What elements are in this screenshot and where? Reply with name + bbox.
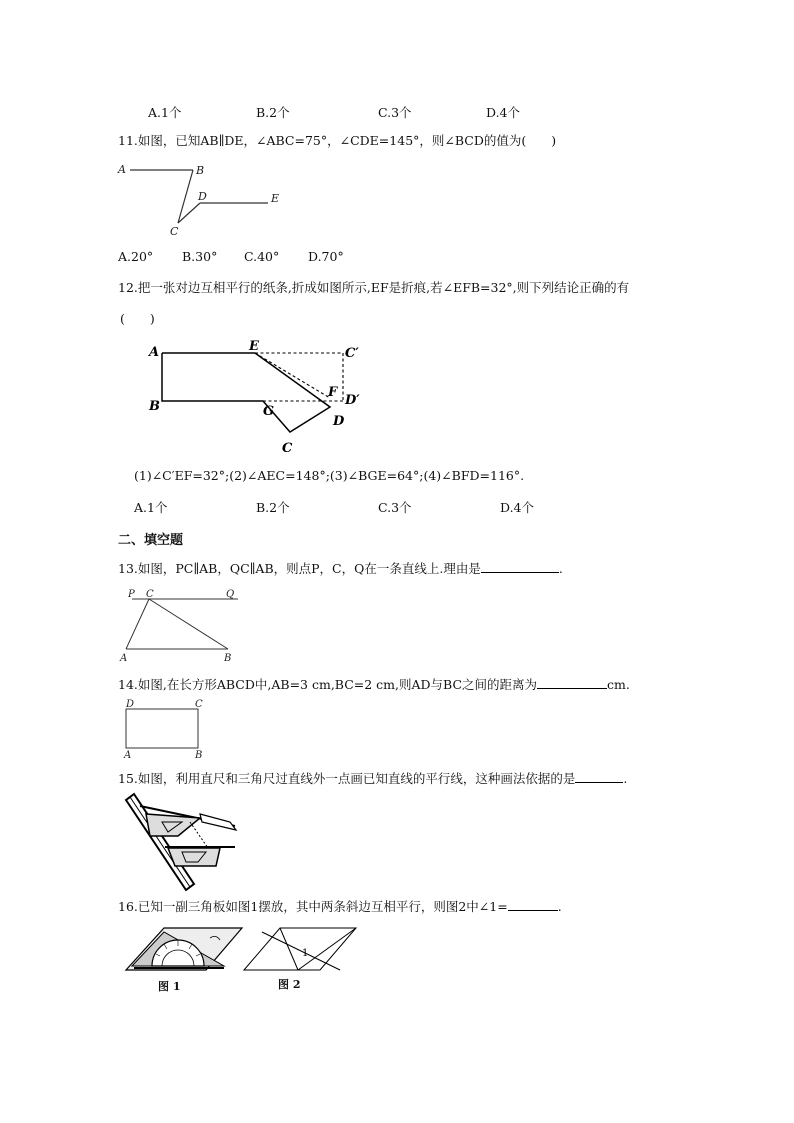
q15-stem bbox=[118, 770, 627, 787]
q16-fig2 bbox=[242, 926, 358, 972]
q12-label-a: A bbox=[149, 345, 160, 360]
q13-stem bbox=[118, 560, 563, 577]
q12-label-e: E bbox=[249, 339, 259, 354]
q14-stem-end: cm. bbox=[607, 677, 630, 692]
q12-stem: 12.把一张对边互相平行的纸条,折成如图所示,EF是折痕,若∠EFB=32°,则下列结论正确的有 bbox=[118, 280, 630, 295]
q12-label-b: B bbox=[149, 399, 160, 414]
q16-answer-blank[interactable] bbox=[508, 898, 558, 911]
q12-label-d-prime: D′ bbox=[345, 393, 360, 408]
q12-option-a: A.1个 bbox=[134, 500, 168, 515]
q14-stem bbox=[118, 676, 630, 693]
q10-option-d: D.4个 bbox=[486, 105, 521, 120]
q14-label-c: C bbox=[195, 699, 203, 710]
q12-option-c: C.3个 bbox=[378, 500, 412, 515]
q13-stem-text: 13.如图，PC∥AB，QC∥AB，则点P，C，Q在一条直线上.理由是 bbox=[118, 561, 481, 576]
q14-label-b: B bbox=[195, 750, 203, 761]
q13-label-p: P bbox=[128, 589, 135, 600]
q13-answer-blank[interactable] bbox=[481, 560, 559, 573]
q11-option-b: B.30° bbox=[182, 249, 218, 264]
q11-label-d: D bbox=[198, 190, 207, 203]
q12-stem-cont: ( ) bbox=[120, 311, 155, 326]
q12-label-g: G bbox=[263, 404, 275, 419]
q15-answer-blank[interactable] bbox=[575, 770, 623, 783]
q14-label-d: D bbox=[126, 699, 135, 710]
q11-option-c: C.40° bbox=[244, 249, 280, 264]
q15-figure bbox=[120, 792, 245, 892]
q15-stem-text: 15.如图，利用直尺和三角尺过直线外一点画已知直线的平行线，这种画法依据的是 bbox=[118, 771, 576, 786]
q13-label-b: B bbox=[224, 653, 232, 664]
q12-label-c: C bbox=[282, 441, 293, 456]
q10-option-a: A.1个 bbox=[148, 105, 182, 120]
q11-label-b: B bbox=[196, 164, 205, 177]
q10-option-b: B.2个 bbox=[256, 105, 290, 120]
q12-figure bbox=[145, 340, 375, 460]
q12-label-f: F bbox=[328, 385, 338, 400]
q13-figure bbox=[118, 587, 248, 667]
q14-stem-text: 14.如图,在长方形ABCD中,AB=3 cm,BC=2 cm,则AD与BC之间的距离为 bbox=[118, 677, 538, 692]
q11-stem: 11.如图，已知AB∥DE，∠ABC=75°，∠CDE=145°，则∠BCD的值为( ) bbox=[118, 133, 557, 148]
q16-stem bbox=[118, 898, 562, 915]
q10-option-c: C.3个 bbox=[378, 105, 412, 120]
q14-label-a: A bbox=[124, 750, 132, 761]
q16-fig1-caption: 图 1 bbox=[158, 980, 181, 993]
q15-stem-end: . bbox=[623, 771, 628, 786]
q12-option-d: D.4个 bbox=[500, 500, 535, 515]
q11-figure bbox=[118, 158, 298, 240]
q12-label-c-prime: C′ bbox=[345, 346, 359, 361]
q16-angle-label: 1 bbox=[302, 948, 309, 959]
q11-label-a: A bbox=[118, 163, 126, 176]
q13-label-q: Q bbox=[226, 589, 235, 600]
q13-stem-end: . bbox=[558, 561, 563, 576]
q11-label-e: E bbox=[271, 192, 280, 205]
q16-fig1 bbox=[124, 926, 244, 972]
q16-stem-end: . bbox=[557, 899, 562, 914]
q13-label-a: A bbox=[120, 653, 128, 664]
q11-option-a: A.20° bbox=[118, 249, 154, 264]
q16-fig2-caption: 图 2 bbox=[278, 978, 301, 991]
q12-conclusions: (1)∠C′EF=32°;(2)∠AEC=148°;(3)∠BGE=64°;(4)∠BFD=116°. bbox=[134, 468, 525, 483]
q12-option-b: B.2个 bbox=[256, 500, 290, 515]
q12-label-d: D bbox=[333, 414, 345, 429]
q11-option-d: D.70° bbox=[308, 249, 344, 264]
q11-label-c: C bbox=[170, 225, 179, 238]
q14-figure bbox=[118, 698, 213, 763]
section-heading: 二、填空题 bbox=[118, 533, 184, 548]
q14-answer-blank[interactable] bbox=[537, 676, 607, 689]
q16-stem-text: 16.已知一副三角板如图1摆放，其中两条斜边互相平行，则图2中∠1= bbox=[118, 899, 508, 914]
q13-label-c: C bbox=[146, 589, 154, 600]
